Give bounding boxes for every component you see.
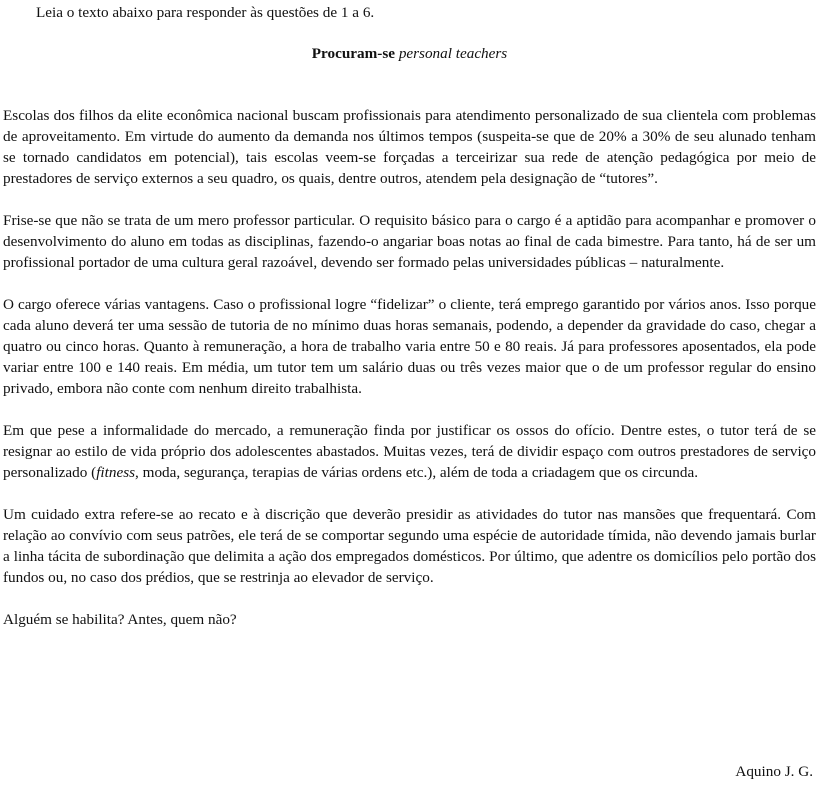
paragraph-4-before: Em que pese a informalidade do mercado, a remuneração finda por justificar os ossos do ofício. Dentre estes, o tutor terá de se resignar ao estilo de vida próprio dos adolescentes abastados. Muitas vezes, terá de dividir espaço com outros prestadores de serviço personalizado ( bbox=[3, 422, 816, 481]
paragraph-1: Escolas dos filhos da elite econômica nacional buscam profissionais para atendimento personalizado de sua clientela com problemas de aproveitamento. Em virtude do aumento da demanda nos últimos tempos (suspeita-se que de 20% a 30% de seu alunado tenham se tornado candidatos em potencial), tais escolas veem-se forçadas a terceirizar sua rede de atenção pedagógica por meio de prestadores de serviço externos a seu quadro, os quais, dentre outros, atendem pela designação de “tutores”. bbox=[3, 107, 816, 187]
author-signature: Aquino J. G. bbox=[735, 763, 813, 780]
paragraph-4-after: , moda, segurança, terapias de várias ordens etc.), além de toda a criadagem que os circunda. bbox=[135, 464, 698, 481]
instruction-text: Leia o texto abaixo para responder às questões de 1 a 6. bbox=[36, 4, 375, 21]
title-bold-part: Procuram-se bbox=[311, 45, 396, 62]
paragraph-4 bbox=[3, 420, 816, 483]
paragraph-3: O cargo oferece várias vantagens. Caso o profissional logre “fidelizar” o cliente, terá emprego garantido por vários anos. Isso porque cada aluno deverá ter uma sessão de tutoria de no mínimo duas horas semanais, podendo, a depender da gravidade do caso, chegar a quatro ou cinco horas. Quanto à remuneração, a hora de trabalho varia entre 50 e 80 reais. Já para professores aposentados, ela pode variar entre 100 e 140 reais. Em média, um tutor tem um salário duas ou três vezes maior que o de um professor regular do ensino privado, embora não conte com nenhum direito trabalhista. bbox=[3, 296, 816, 397]
article-body bbox=[3, 105, 816, 651]
paragraph-6: Alguém se habilita? Antes, quem não? bbox=[3, 611, 237, 628]
paragraph-4-italic: fitness bbox=[96, 464, 136, 481]
paragraph-2: Frise-se que não se trata de um mero professor particular. O requisito básico para o cargo é a aptidão para acompanhar e promover o desenvolvimento do aluno em todas as disciplinas, fazendo-o angariar boas notas ao final de cada bimestre. Para tanto, há de ser um profissional portador de uma cultura geral razoável, devendo ser formado pelas universidades públicas – naturalmente. bbox=[3, 212, 816, 271]
article-title bbox=[0, 43, 819, 64]
title-italic-part: personal teachers bbox=[398, 45, 508, 62]
paragraph-5: Um cuidado extra refere-se ao recato e à discrição que deverão presidir as atividades do tutor nas mansões que frequentará. Com relação ao convívio com seus patrões, ele terá de se comportar segundo uma espécie de autoridade tímida, não devendo jamais burlar a linha tácita de subordinação que delimita a ação dos empregados domésticos. Por último, que adentre os domicílios pelo portão dos fundos ou, no caso dos prédios, que se restrinja ao elevador de serviço. bbox=[3, 506, 816, 586]
